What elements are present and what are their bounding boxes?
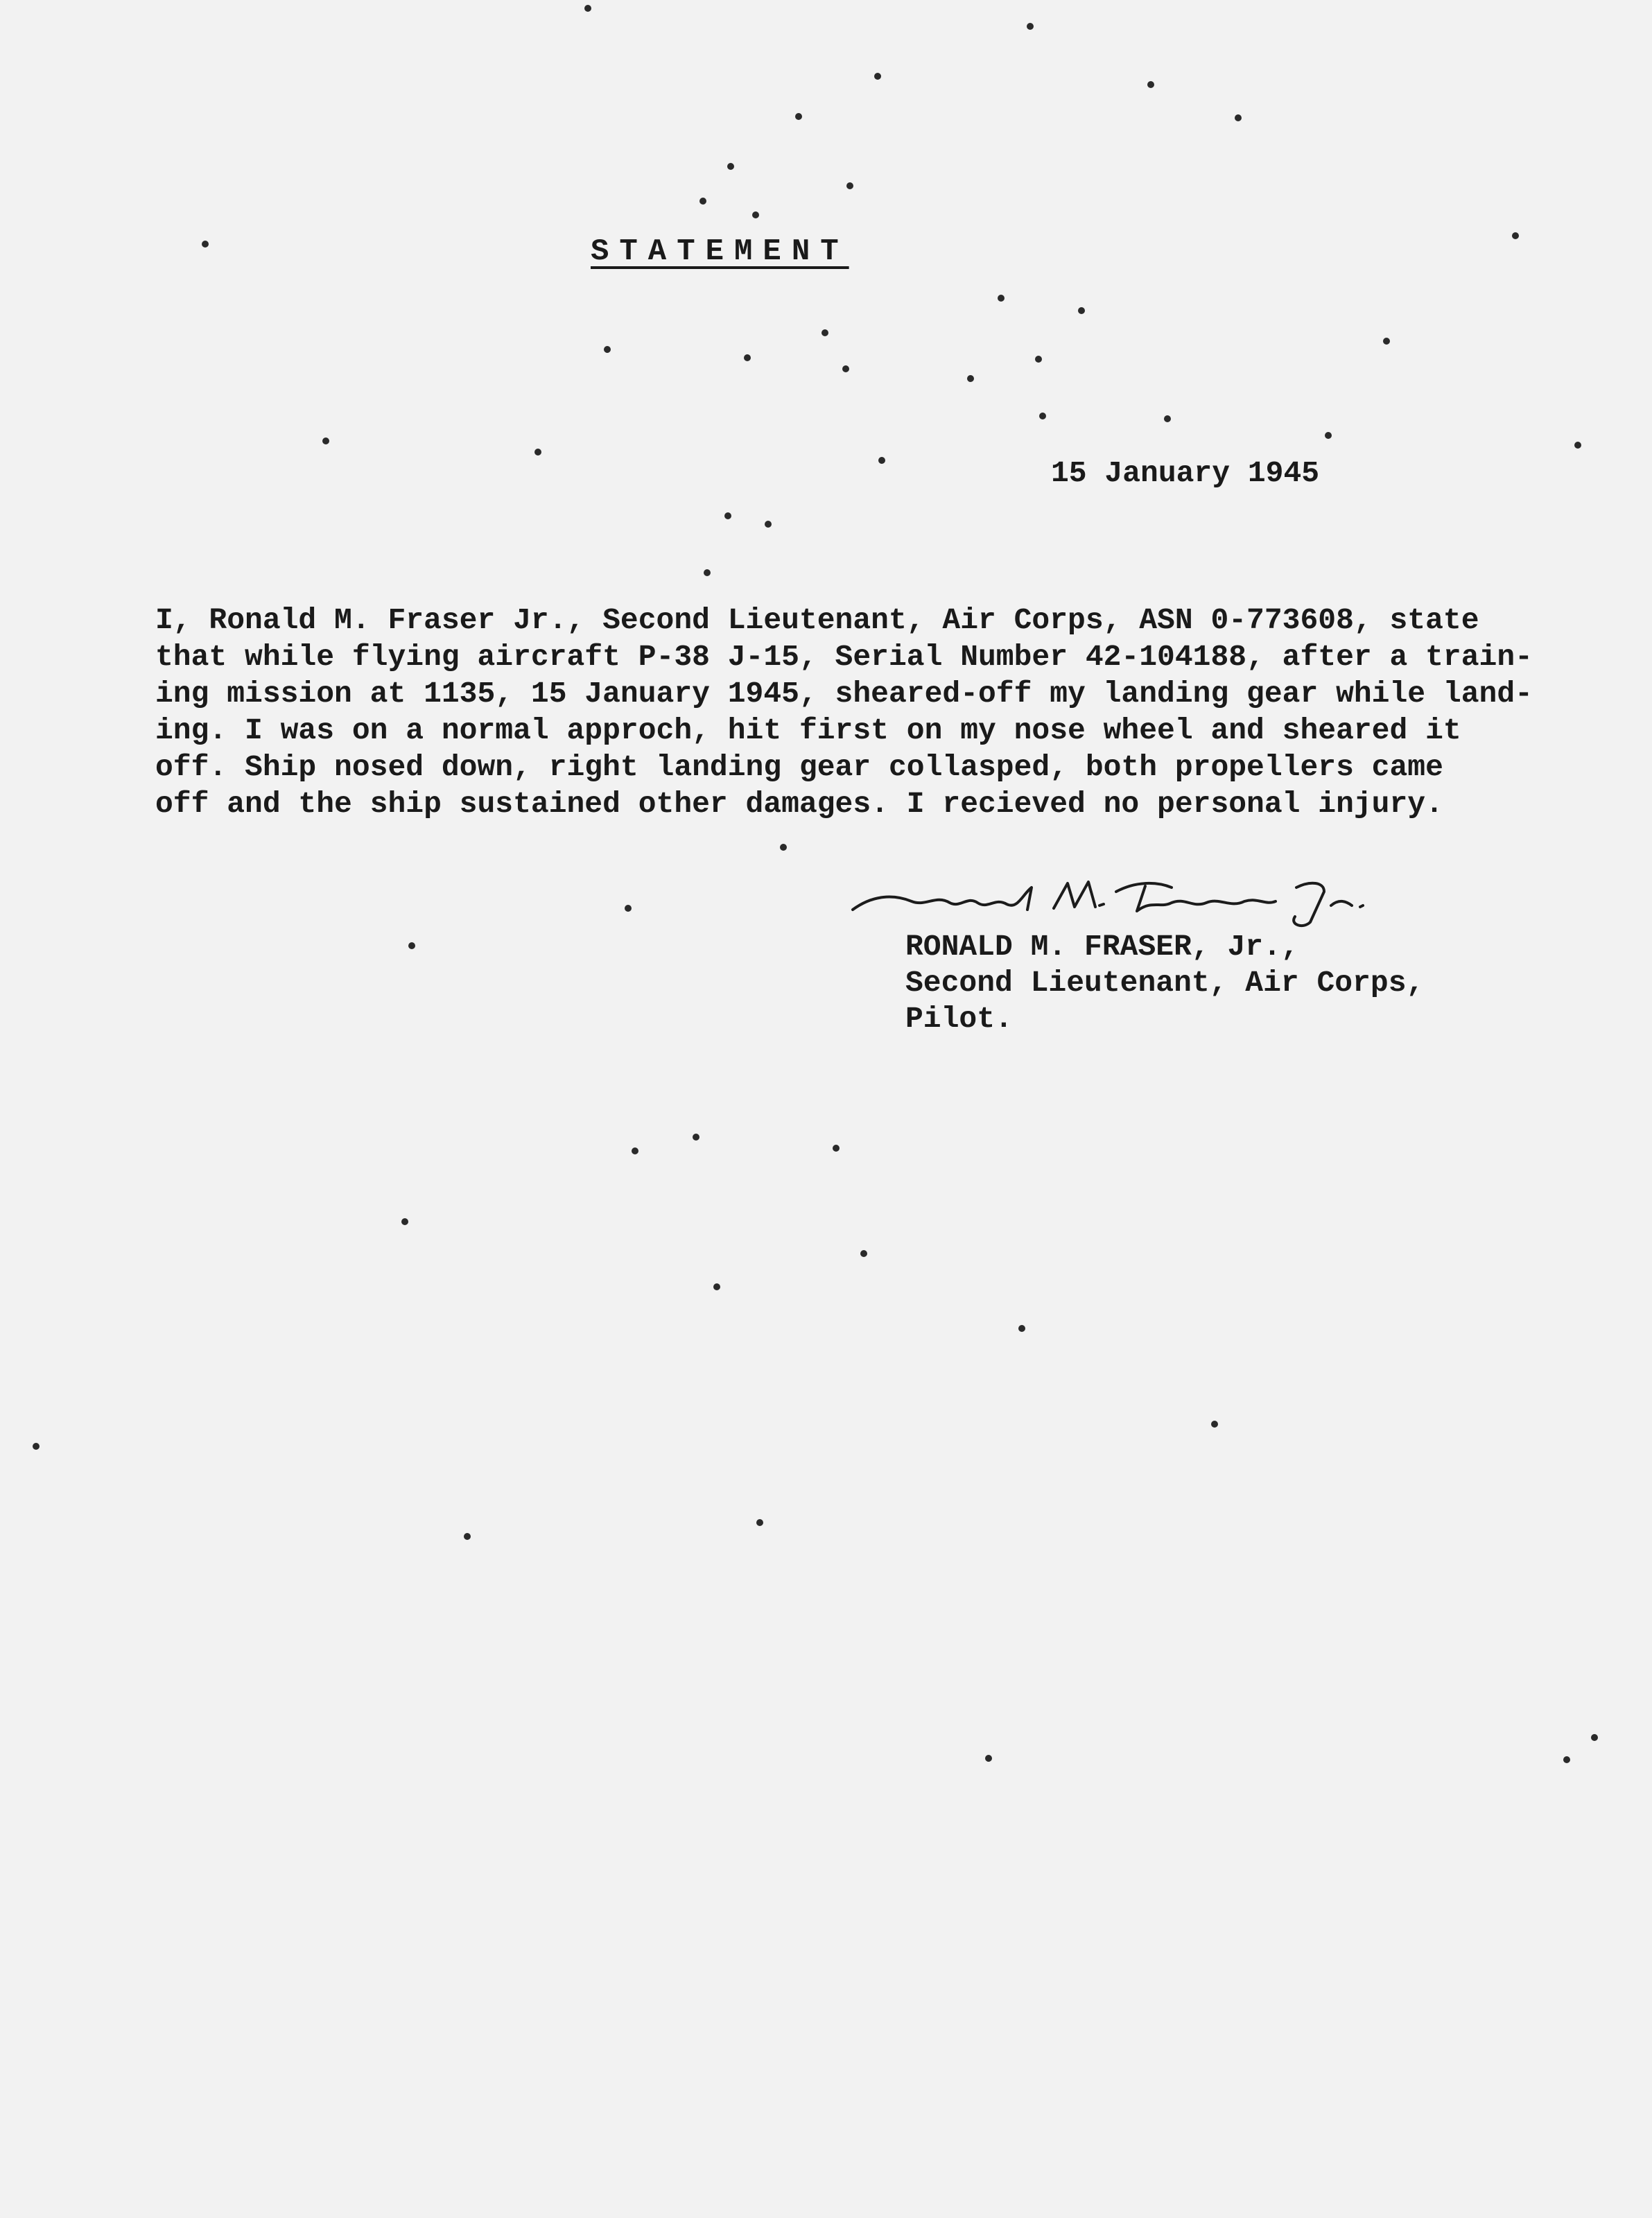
signer-rank: Second Lieutenant, Air Corps,	[905, 966, 1425, 1000]
statement-line: ing. I was on a normal approch, hit first on my nose wheel and sheared it	[155, 713, 1461, 747]
statement-line: I, Ronald M. Fraser Jr., Second Lieutenant, Air Corps, ASN 0-773608, state	[155, 603, 1479, 637]
statement-line: off and the ship sustained other damages. I recieved no personal injury.	[155, 787, 1443, 821]
statement-line: ing mission at 1135, 15 January 1945, sheared-off my landing gear while land-	[155, 677, 1533, 711]
document-title: STATEMENT	[591, 234, 849, 269]
statement-line: that while flying aircraft P-38 J-15, Serial Number 42-104188, after a train-	[155, 640, 1533, 674]
statement-body	[155, 602, 1556, 822]
document-date: 15 January 1945	[1051, 456, 1320, 490]
typed-signature-block	[905, 929, 1424, 1037]
signer-name: RONALD M. FRASER, Jr.,	[905, 930, 1299, 964]
statement-line: off. Ship nosed down, right landing gear collasped, both propellers came	[155, 750, 1443, 784]
handwritten-signature	[846, 867, 1400, 929]
signer-role: Pilot.	[905, 1002, 1013, 1036]
